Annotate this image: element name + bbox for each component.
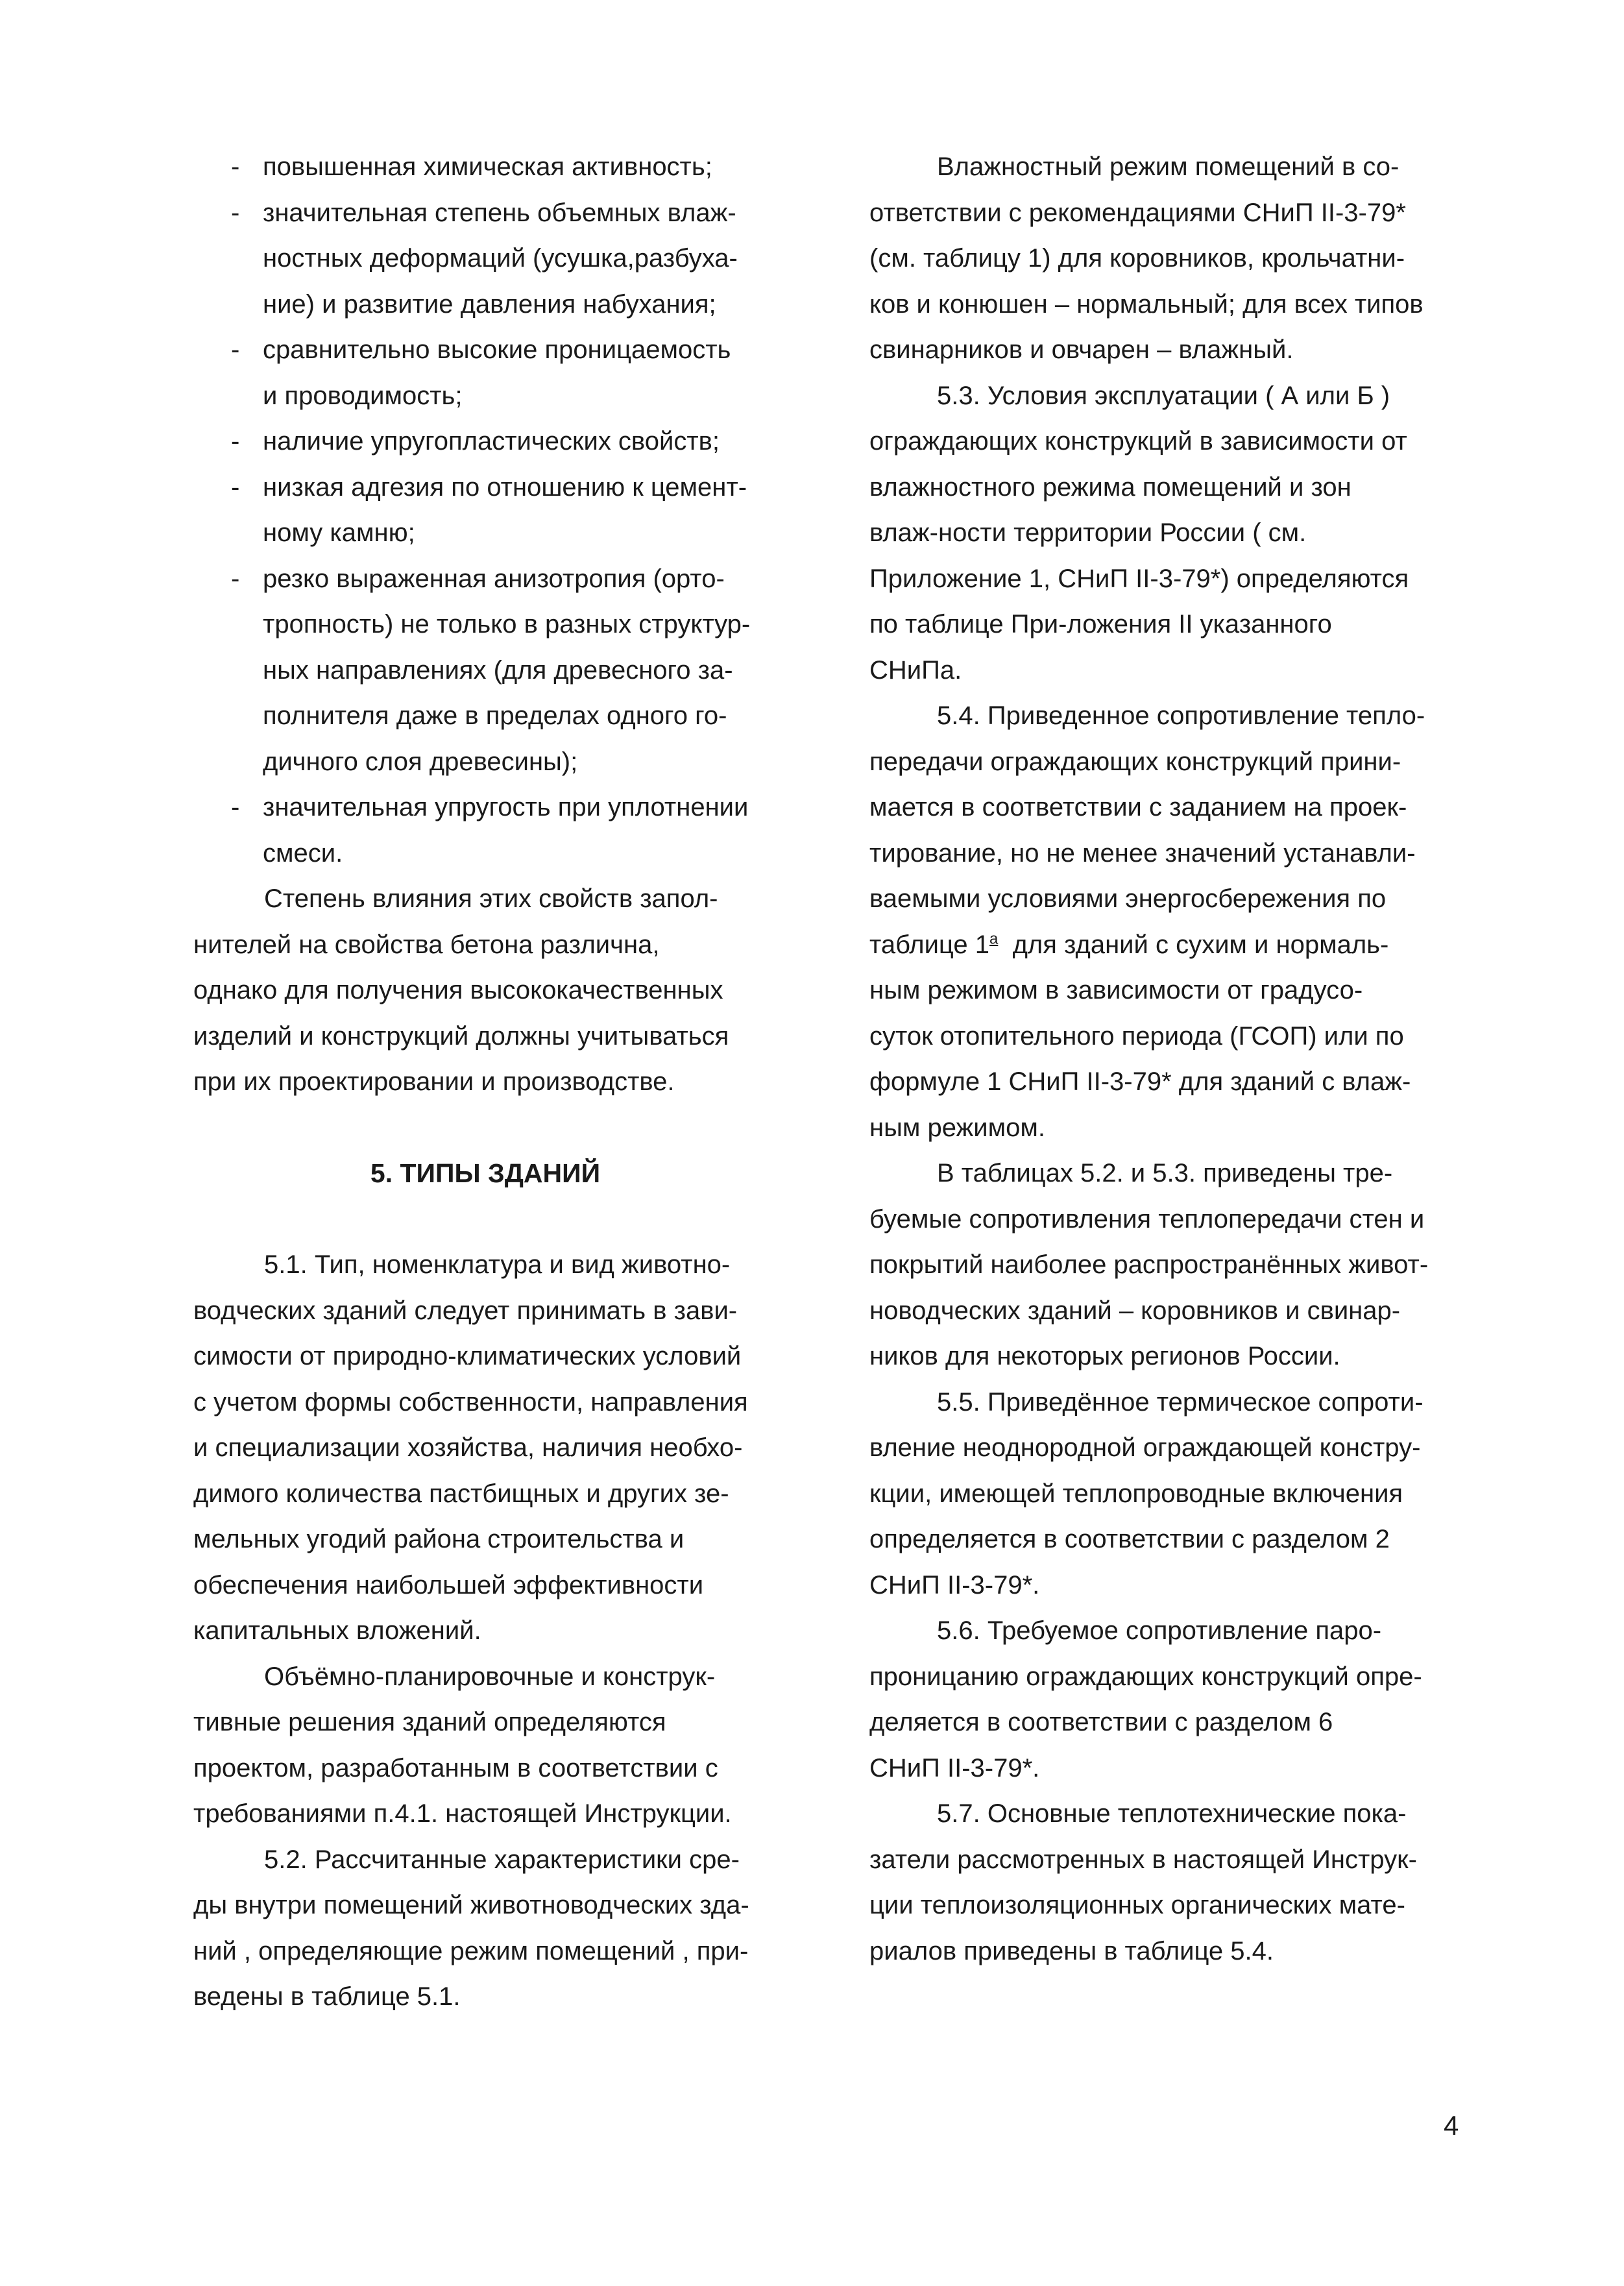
paragraph-tables: В таблицах 5.2. и 5.3. приведены тре- [937, 1159, 1393, 1187]
paragraph-5-1: 5.1. Тип, номенклатура и вид животно- [264, 1250, 731, 1279]
paragraph-humidity: Влажностный режим помещений в со- [937, 152, 1400, 181]
paragraph-5-4-cont: передачи ограждающих конструкций прини- мается в соответствии с заданием на проек- тирование, но не менее значений устанавли- ваемыми условиями энергосбережения по таблице $1^а$ для зданий с сухим и нормаль- ным режимом в зависимости от градусо- суток отопительного периода (ГСОП) или по формуле 1 СНиП II-3-79* для зданий с влаж- ным режимом. [869, 747, 1416, 1142]
paragraph-influence-cont: нителей на свойства бетона различна, однако для получения высококачественных изделий и конструкций должны учитываться при их проектировании и производстве. [193, 930, 729, 1096]
paragraph-5-5: 5.5. Приведённое термическое сопроти- [937, 1387, 1424, 1417]
bullet-item: - значительная упругость при уплотнении смеси. [231, 793, 749, 868]
paragraph-5-4: 5.4. Приведенное сопротивление тепло- [937, 701, 1425, 730]
paragraph-volume-cont: тивные решения зданий определяются проектом, разработанным в соответствии с требованиями п.4.1. настоящей Инструкции. [193, 1708, 732, 1828]
section-title: 5. ТИПЫ ЗДАНИЙ [370, 1158, 601, 1188]
paragraph-5-5-cont: вление неоднородной ограждающей констру- кции, имеющей теплопроводные включения определяется в соответствии с разделом 2 СНиП II-3-79*. [869, 1433, 1421, 1599]
paragraph-humidity-cont: ответствии с рекомендациями СНиП II-3-79* (см. таблицу 1) для коровников, крольчатни- ков и конюшен – нормальный; для всех типов свинарников и овчарен – влажный. [869, 198, 1424, 364]
right-column [869, 144, 1466, 1974]
paragraph-5-1-cont: водческих зданий следует принимать в зави- симости от природно-климатических условий с учетом формы собственности, направления и специализации хозяйства, наличия необхо- димого количества пастбищных и других зе- мельных угодий района строительства и обеспечения наибольшей эффективности капитальных вложений. [193, 1296, 748, 1645]
bullet-item: - сравнительно высокие проницаемость и проводимость; [231, 335, 731, 410]
paragraph-tables-cont: буемые сопротивления теплопередачи стен и покрытий наиболее распространённых живот- новодческих зданий – коровников и свинар- ников для некоторых регионов России. [869, 1204, 1429, 1370]
bullet-item: - повышенная химическая активность; [231, 152, 712, 181]
bullet-list [193, 144, 777, 876]
paragraph-5-2-cont: ды внутри помещений животноводческих зда- ний , определяющие режим помещений , при- ведены в таблице 5.1. [193, 1891, 749, 2011]
paragraph-5-3-cont: ограждающих конструкций в зависимости от влажностного режима помещений и зон влаж-ности территории России ( см. Приложение 1, СНиП II-3-79*) определяются по таблице При-ложения II указанного СНиПа. [869, 427, 1409, 685]
page-number: 4 [1444, 2110, 1459, 2141]
bullet-item: - наличие упругопластических свойств; [231, 427, 720, 456]
superscript-a: а [989, 930, 999, 948]
paragraph-5-7: 5.7. Основные теплотехнические пока- [937, 1799, 1407, 1828]
paragraph-5-2: 5.2. Рассчитанные характеристики сре- [264, 1845, 740, 1874]
paragraph-5-3: 5.3. Условия эксплуатации ( А или Б ) [937, 381, 1390, 410]
paragraph-5-7-cont: затели рассмотренных в настоящей Инструк- ции теплоизоляционных органических мате- риалов приведены в таблице 5.4. [869, 1845, 1417, 1965]
left-column [193, 144, 777, 2020]
bullet-item: - низкая адгезия по отношению к цемент- ному камню; [231, 472, 747, 547]
bullet-item: - резко выраженная анизотропия (орто- тропность) не только в разных структур- ных направлениях (для древесного за- полнителя даже в пределах одного го- дичного слоя древесины); [231, 564, 751, 776]
paragraph-5-6: 5.6. Требуемое сопротивление паро- [937, 1616, 1382, 1645]
paragraph-volume: Объёмно-планировочные и конструк- [264, 1662, 716, 1691]
paragraph-5-6-cont: проницанию ограждающих конструкций опре- деляется в соответствии с разделом 6 СНиП II-3-79*. [869, 1662, 1422, 1782]
bullet-item: - значительная степень объемных влаж- ностных деформаций (усушка,разбуха- ние) и развитие давления набухания; [231, 198, 738, 319]
paragraph-influence: Степень влияния этих свойств запол- [264, 884, 718, 913]
